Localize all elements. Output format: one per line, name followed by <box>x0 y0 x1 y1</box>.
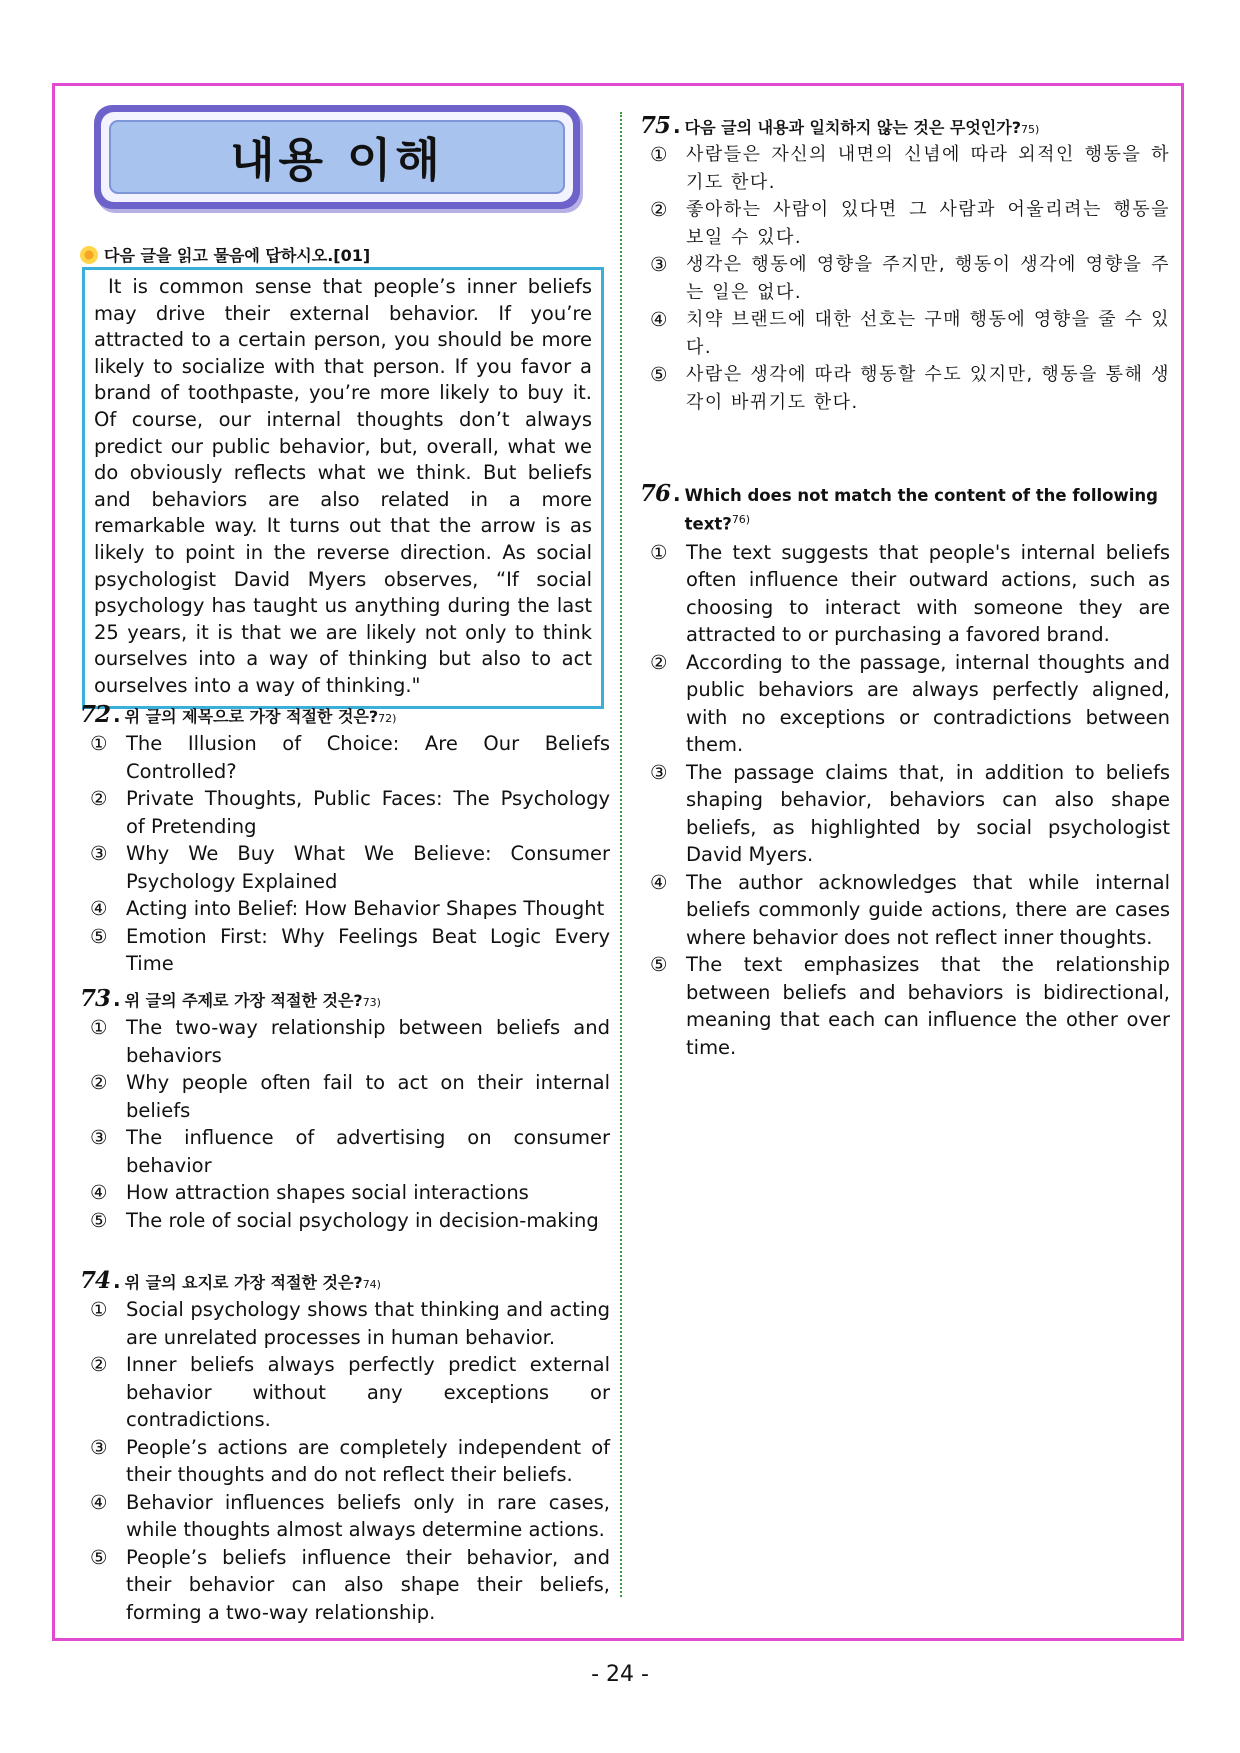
question-75: 75 . 다음 글의 내용과 일치하지 않는 것은 무엇인가? 75) ① 사람들은 자신의 내면의 신념에 따라 외적인 행동을 하기도 한다. ② 좋아하는 사람이 있다면 그 사람과 어울리려는 행동을 보일 수 있다. ③ 생각은 행동에 영향을 주지만, 행동이 생각에 영향을 주는 일은 없다. ④ 치약 브랜드에 대한 선호는 구매 행동에 영향을 줄 수 있다. ⑤ 사람은 생각에 따라 행동할 수도 있지만, 행동을 통해 생각이 바뀌기도 한다. <box>640 112 1170 416</box>
question-prompt: 위 글의 요지로 가장 적절한 것은? <box>124 1273 363 1292</box>
answer-option[interactable] <box>80 1434 610 1489</box>
option-text: Private Thoughts, Public Faces: The Psychology of Pretending <box>126 787 610 838</box>
option-text: Why We Buy What We Believe: Consumer Psychology Explained <box>126 842 610 893</box>
footnote-ref: 72) <box>378 712 397 725</box>
answer-option[interactable] <box>640 951 1170 1061</box>
option-mark: ② <box>90 1071 108 1094</box>
footnote-ref: 74) <box>362 1278 381 1291</box>
option-text: People’s beliefs influence their behavior, and their behavior can also shape their beliefs, forming a two-way relationship. <box>126 1545 610 1624</box>
option-mark: ① <box>650 143 668 166</box>
option-text: Inner beliefs always perfectly predict external behavior without any exceptions or contradictions. <box>126 1353 610 1431</box>
option-mark: ② <box>650 650 668 674</box>
option-text: The text suggests that people's internal beliefs often influence their outward actions, such as choosing to interact with someone they are attracted to or purchasing a favored brand. <box>686 540 1170 646</box>
answer-option[interactable] <box>80 1544 610 1627</box>
option-text: Why people often fail to act on their internal beliefs <box>126 1071 610 1122</box>
column-divider <box>620 112 622 1597</box>
option-text: 사람들은 자신의 내면의 신념에 따라 외적인 행동을 하기도 한다. <box>686 144 1170 193</box>
option-text: According to the passage, internal thoughts and public behaviors are always perfectly aligned, with no exceptions or contradictions between them. <box>686 650 1170 756</box>
option-text: 치약 브랜드에 대한 선호는 구매 행동에 영향을 줄 수 있다. <box>686 309 1170 358</box>
option-text: Acting into Belief: How Behavior Shapes Thought <box>126 897 605 920</box>
footnote-ref: 75) <box>1021 123 1040 136</box>
option-text: The two-way relationship between beliefs and behaviors <box>126 1016 610 1067</box>
answer-option[interactable] <box>80 1207 610 1235</box>
answer-option[interactable] <box>80 923 610 978</box>
option-mark: ③ <box>90 842 108 865</box>
option-text: The role of social psychology in decision-making <box>126 1208 599 1232</box>
answer-option[interactable] <box>80 730 610 785</box>
option-text: 좋아하는 사람이 있다면 그 사람과 어울리려는 행동을 보일 수 있다. <box>686 199 1170 248</box>
answer-option[interactable] <box>640 196 1170 251</box>
option-mark: ④ <box>650 308 668 331</box>
answer-option[interactable] <box>80 895 610 923</box>
option-text: The text emphasizes that the relationship between beliefs and behaviors is bidirectional, meaning that each can influence the other over time. <box>686 953 1170 1059</box>
answer-option[interactable] <box>640 539 1170 649</box>
option-mark: ④ <box>90 897 108 920</box>
option-mark: ③ <box>90 1435 108 1459</box>
option-text: How attraction shapes social interactions <box>126 1181 529 1204</box>
option-text: Social psychology shows that thinking and acting are unrelated processes in human behavior. <box>126 1298 610 1349</box>
question-prompt: 다음 글의 내용과 일치하지 않는 것은 무엇인가? <box>684 118 1021 137</box>
answer-option[interactable] <box>640 759 1170 869</box>
question-prompt: 위 글의 주제로 가장 적절한 것은? <box>124 991 363 1010</box>
option-text: The influence of advertising on consumer behavior <box>126 1126 610 1177</box>
answer-option[interactable] <box>80 1069 610 1124</box>
question-number: 73 <box>80 985 111 1012</box>
question-number: 74 <box>80 1267 111 1294</box>
question-prompt: 위 글의 제목으로 가장 적절한 것은? <box>124 707 379 726</box>
option-mark: ⑤ <box>90 1545 108 1569</box>
answer-option[interactable] <box>80 785 610 840</box>
option-text: People’s actions are completely independent of their thoughts and do not reflect their beliefs. <box>126 1435 610 1486</box>
option-text: The passage claims that, in addition to beliefs shaping behavior, behaviors can also shape beliefs, as highlighted by social psychologist David Myers. <box>686 760 1170 866</box>
page-number: - 24 - <box>591 1662 649 1687</box>
question-72: 72 . 위 글의 제목으로 가장 적절한 것은? 72) ① The Illusion of Choice: Are Our Beliefs Controlled? ② Private Thoughts, Public Faces: The Psychology of Pretending ③ Why We Buy What We Believe: Consumer Psychology Explained ④ Acting into Belief: How Behavior Shapes Thought ⑤ Emotion First: Why Feelings Beat Logic Every Time <box>80 701 610 978</box>
option-mark: ⑤ <box>650 953 668 976</box>
option-mark: ② <box>90 787 108 810</box>
footnote-ref: 73) <box>362 996 381 1009</box>
reading-passage <box>82 267 604 709</box>
answer-option[interactable] <box>80 1489 610 1544</box>
option-text: 생각은 행동에 영향을 주지만, 행동이 생각에 영향을 주는 일은 없다. <box>686 254 1170 303</box>
question-number: 72 <box>80 701 111 728</box>
option-mark: ⑤ <box>90 1208 108 1232</box>
question-74: 74 . 위 글의 요지로 가장 적절한 것은? 74) ① Social psychology shows that thinking and acting are unrelated processes in human behavior. ② Inner beliefs always perfectly predict external behavior without any exceptions or contradictions. ③ People’s actions are completely independent of their thoughts and do not reflect their beliefs. ④ Behavior influences beliefs only in rare cases, while thoughts almost always determine actions. ⑤ People’s beliefs influence their behavior, and their behavior can also shape their beliefs, forming a two-way relationship. <box>80 1267 610 1626</box>
footnote-ref: 76) <box>731 513 751 526</box>
option-text: The Illusion of Choice: Are Our Beliefs Controlled? <box>126 732 610 783</box>
option-mark: ⑤ <box>650 363 668 386</box>
option-text: 사람은 생각에 따라 행동할 수도 있지만, 행동을 통해 생각이 바뀌기도 한다. <box>686 364 1170 413</box>
answer-option[interactable] <box>640 306 1170 361</box>
option-mark: ④ <box>90 1181 108 1204</box>
option-text: Behavior influences beliefs only in rare cases, while thoughts almost always determine actions. <box>126 1490 610 1541</box>
section-title: 내용 이해 <box>230 133 444 187</box>
question-number: 76 <box>640 480 671 507</box>
option-mark: ① <box>90 1016 108 1039</box>
option-mark: ① <box>650 540 668 564</box>
option-mark: ① <box>90 1298 108 1321</box>
option-mark: ① <box>90 732 108 755</box>
option-mark: ③ <box>650 760 668 784</box>
option-text: The author acknowledges that while internal beliefs commonly guide actions, there are cases where behavior does not reflect inner thoughts. <box>686 870 1170 949</box>
answer-option[interactable] <box>80 1014 610 1069</box>
question-number: 75 <box>640 112 671 139</box>
answer-option[interactable] <box>640 361 1170 416</box>
answer-option[interactable] <box>80 1296 610 1351</box>
instruction <box>80 243 370 266</box>
answer-option[interactable] <box>640 649 1170 759</box>
option-mark: ④ <box>650 870 668 894</box>
section-title-badge <box>94 105 580 209</box>
option-text: Emotion First: Why Feelings Beat Logic Every Time <box>126 924 610 975</box>
option-mark: ③ <box>650 253 668 276</box>
question-76: 76 . Which does not match the content of the following text?$^{76)}$ ① The text suggests that people's internal beliefs often influence their outward actions, such as choosing to interact with someone they are attracted to or purchasing a favored brand. ② According to the passage, internal thoughts and public behaviors are always perfectly aligned, with no exceptions or contradictions between them. ③ The passage claims that, in addition to beliefs shaping behavior, behaviors can also shape beliefs, as highlighted by social psychologist David Myers. ④ The author acknowledges that while internal beliefs commonly guide actions, there are cases where behavior does not reflect inner thoughts. ⑤ The text emphasizes that the relationship between beliefs and behaviors is bidirectional, meaning that each can influence the other over time. <box>640 480 1170 1061</box>
instruction-text: 다음 글을 읽고 물음에 답하시오.[01] <box>104 246 371 265</box>
answer-option[interactable] <box>80 1179 610 1207</box>
answer-option[interactable] <box>80 1124 610 1179</box>
option-mark: ③ <box>90 1126 108 1149</box>
passage-text: It is common sense that people’s inner beliefs may drive their external behavior. If you’re attracted to a certain person, you should be more likely to socialize with that person. If you favor a brand of toothpaste, you’re more likely to buy it. Of course, our internal thoughts don’t always predict our public behavior, but, overall, what we do obviously reflects what we think. But beliefs and behaviors are also related in a more remarkable way. It turns out that the arrow is as likely to point in the reverse direction. As social psychologist David Myers observes, “If social psychology has taught us anything during the last 25 years, it is that we are likely not only to think ourselves into a way of thinking but also to act ourselves into a way of thinking." <box>94 275 592 697</box>
flower-icon <box>80 246 98 264</box>
answer-option[interactable] <box>640 141 1170 196</box>
question-73: 73 . 위 글의 주제로 가장 적절한 것은? 73) ① The two-way relationship between beliefs and behaviors ② Why people often fail to act on their internal beliefs ③ The influence of advertising on consumer behavior ④ How attraction shapes social interactions ⑤ The role of social psychology in decision-making <box>80 985 610 1234</box>
answer-option[interactable] <box>640 869 1170 952</box>
option-mark: ② <box>650 198 668 221</box>
question-prompt: Which does not match the content of the following text? <box>684 486 1158 534</box>
answer-option[interactable] <box>80 1351 610 1434</box>
option-mark: ② <box>90 1353 108 1376</box>
option-mark: ④ <box>90 1490 108 1514</box>
answer-option[interactable] <box>640 251 1170 306</box>
answer-option[interactable] <box>80 840 610 895</box>
option-mark: ⑤ <box>90 924 108 948</box>
